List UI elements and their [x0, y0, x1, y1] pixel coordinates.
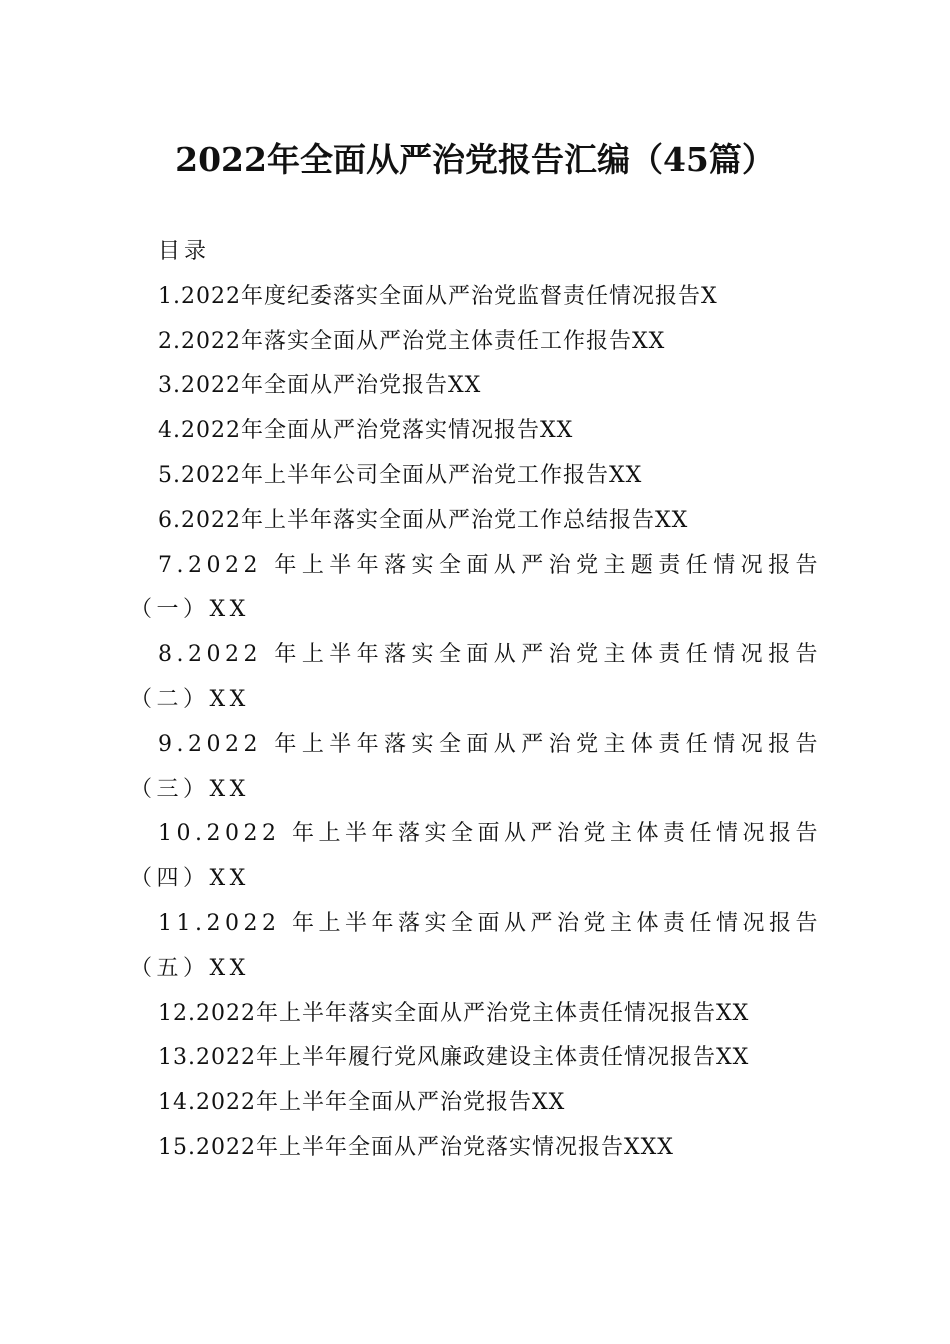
toc-item: 14.2022年上半年全面从严治党报告XX: [158, 1090, 566, 1116]
toc-item: 5.2022年上半年公司全面从严治党工作报告XX: [158, 462, 643, 488]
toc-item: 4.2022年全面从严治党落实情况报告XX: [158, 418, 574, 444]
toc-item: 2.2022年落实全面从严治党主体责任工作报告XX: [158, 328, 666, 354]
toc-item: 12.2022年上半年落实全面从严治党主体责任情况报告XX: [158, 1000, 750, 1026]
toc-item: 1.2022年度纪委落实全面从严治党监督责任情况报告X: [158, 283, 718, 309]
table-of-contents: [130, 230, 822, 1171]
toc-item: 7.2022 年上半年落实全面从严治党主题责任情况报告（一）XX: [130, 552, 822, 623]
toc-item: 9.2022 年上半年落实全面从严治党主体责任情况报告（三）XX: [130, 731, 822, 802]
toc-item: 3.2022年全面从严治党报告XX: [158, 373, 482, 399]
toc-item: 6.2022年上半年落实全面从严治党工作总结报告XX: [158, 507, 689, 533]
toc-item: 11.2022 年上半年落实全面从严治党主体责任情况报告（五）XX: [130, 910, 822, 981]
toc-item: 13.2022年上半年履行党风廉政建设主体责任情况报告XX: [158, 1045, 750, 1071]
toc-item: 10.2022 年上半年落实全面从严治党主体责任情况报告（四）XX: [130, 821, 822, 892]
toc-heading: 目录: [158, 239, 211, 264]
document-title: 2022年全面从严治党报告汇编（45篇）: [175, 140, 775, 179]
toc-item: 8.2022 年上半年落实全面从严治党主体责任情况报告（二）XX: [130, 642, 822, 712]
toc-item: 15.2022年上半年全面从严治党落实情况报告XXX: [158, 1134, 674, 1160]
